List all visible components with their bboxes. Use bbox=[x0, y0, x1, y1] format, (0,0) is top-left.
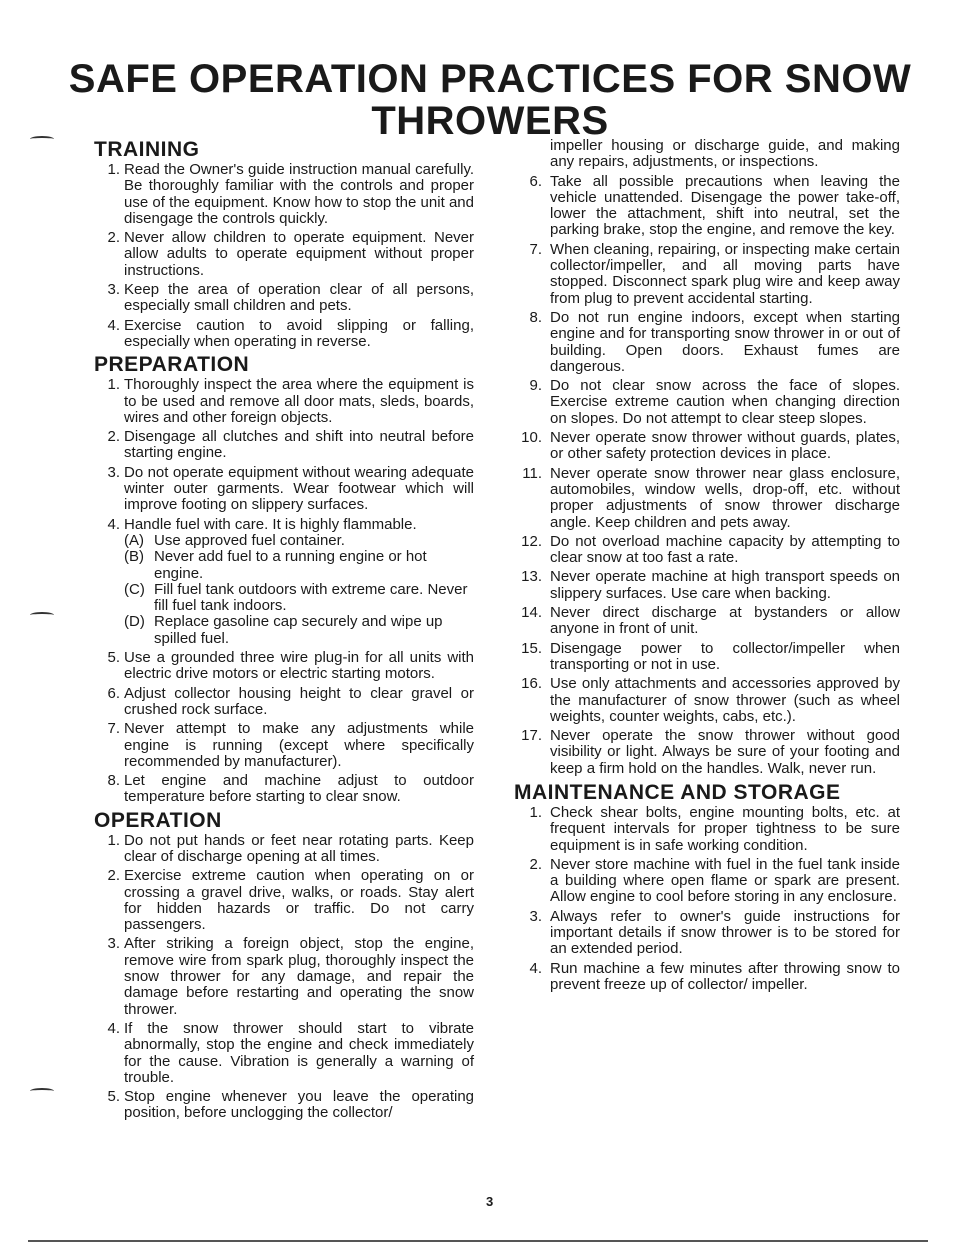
page-number: 3 bbox=[486, 1194, 494, 1209]
training-heading: TRAINING bbox=[94, 138, 200, 161]
fuel-subitem: (B) Never add fuel to a running engine or hot engine. bbox=[124, 548, 427, 582]
operation-item: 2. Exercise extreme caution when operating on or crossing a gravel drive, walks, or roads. Stay alert for hidden hazards or traffic. Do not carry passengers. bbox=[107, 867, 474, 934]
operation-item: 7. When cleaning, repairing, or inspecting make certain collector/impeller, and all moving parts have stopped. Disconnect spark plug wire and keep away from plug to prevent accidental starting. bbox=[529, 240, 900, 307]
fuel-subitem: (C) Fill fuel tank outdoors with extreme care. Never fill fuel tank indoors. bbox=[124, 580, 468, 615]
operation-item: 4. If the snow thrower should start to vibrate abnormally, stop the engine and check immediately for the cause. Vibration is generally a warning of trouble. bbox=[107, 1019, 474, 1086]
operation-item: 5. Stop engine whenever you leave the operating position, before unclogging the collector/ bbox=[107, 1088, 474, 1122]
operation-item: 13. Never operate machine at high transport speeds on slippery surfaces. Use care when backing. bbox=[521, 568, 900, 602]
maintenance-item: 2. Never store machine with fuel in the fuel tank inside a building where open flame or spark are present. Allow engine to cool before storing in any enclosure. bbox=[529, 855, 900, 906]
operation-item: 3. After striking a foreign object, stop the engine, remove wire from spark plug, thoroughly inspect the snow thrower for any damage, and repair the damage before restarting and operating the snow thrower. bbox=[107, 935, 474, 1018]
operation-heading: OPERATION bbox=[94, 808, 222, 832]
operation-item: 1. Do not put hands or feet near rotating parts. Keep clear of discharge opening at all times. bbox=[107, 831, 474, 865]
punch-hole-mark bbox=[30, 612, 54, 618]
operation-item: 10. Never operate snow thrower without guards, plates, or other safety protection devices in place. bbox=[521, 429, 900, 463]
preparation-item: 4. Handle fuel with care. It is highly flammable. bbox=[107, 515, 417, 533]
left-column bbox=[96, 138, 474, 1125]
preparation-item: 3. Do not operate equipment without wearing adequate winter outer garments. Wear footwear which will improve footing on slippery surfaces. bbox=[107, 463, 474, 514]
operation-item: 15. Disengage power to collector/impeller when transporting or not in use. bbox=[521, 639, 900, 673]
training-item: 2. Never allow children to operate equipment. Never allow adults to operate equipment without proper instructions. bbox=[107, 229, 474, 279]
preparation-item: 8. Let engine and machine adjust to outdoor temperature before starting to clear snow. bbox=[107, 772, 474, 806]
maintenance-item: 3. Always refer to owner's guide instructions for important details if snow thrower is to be stored for an extended period. bbox=[529, 907, 900, 958]
operation-item-continued: impeller housing or discharge guide, and making any repairs, adjustments, or inspections. bbox=[550, 137, 900, 171]
preparation-item: 5. Use a grounded three wire plug-in for all units with electric drive motors or electric starting motors. bbox=[107, 649, 474, 683]
training-item: 3. Keep the area of operation clear of all persons, especially small children and pets. bbox=[107, 281, 474, 315]
operation-item: 11. Never operate snow thrower near glass enclosure, automobiles, window wells, drop-off, etc. without proper adjustments of snow thrower discharge angle. Keep children and pets away. bbox=[522, 464, 900, 531]
operation-item: 17. Never operate the snow thrower without good visibility or light. Always be sure of your footing and keep a firm hold on the handles. Walk, never run. bbox=[521, 727, 900, 777]
preparation-item: 2. Disengage all clutches and shift into neutral before starting engine. bbox=[107, 428, 474, 462]
preparation-item: 7. Never attempt to make any adjustments while engine is running (except where specifically recommended by manufacturer). bbox=[107, 720, 474, 770]
maintenance-item: 1. Check shear bolts, engine mounting bolts, etc. at frequent intervals for proper tightness to be sure equipment is in safe working condition. bbox=[529, 803, 900, 854]
bottom-rule bbox=[28, 1240, 928, 1242]
operation-item: 9. Do not clear snow across the face of slopes. Exercise extreme caution when changing direction on slopes. Do not attempt to clear steep slopes. bbox=[529, 377, 900, 427]
operation-item: 12. Do not overload machine capacity by attempting to clear snow at too fast a rate. bbox=[521, 532, 900, 567]
training-item: 1. Read the Owner's guide instruction manual carefully. Be thoroughly familiar with the controls and proper use of the equipment. Know how to stop the unit and disengage the controls quickly. bbox=[107, 161, 474, 227]
maintenance-heading: MAINTENANCE AND STORAGE bbox=[514, 780, 841, 804]
operation-item: 6. Take all possible precautions when leaving the vehicle unattended. Disengage the power take-off, lower the attachment, shift into neutral, set the parking brake, stop the engine, and remove the key. bbox=[529, 172, 900, 239]
punch-hole-mark bbox=[30, 136, 54, 142]
fuel-subitem: (A) Use approved fuel container. bbox=[124, 531, 345, 549]
right-column bbox=[516, 138, 900, 996]
preparation-item: 6. Adjust collector housing height to clear gravel or crushed rock surface. bbox=[107, 684, 474, 718]
preparation-heading: PREPARATION bbox=[94, 353, 250, 377]
maintenance-item: 4. Run machine a few minutes after throwing snow to prevent freeze up of collector/ impeller. bbox=[529, 959, 900, 993]
operation-item: 16. Use only attachments and accessories approved by the manufacturer of snow thrower (such as wheel weights, counter weights, cabs, etc.). bbox=[521, 675, 900, 725]
preparation-item: 1. Thoroughly inspect the area where the equipment is to be used and remove all door mats, sleds, boards, wires and other foreign objects. bbox=[107, 376, 474, 426]
page-title: SAFE OPERATION PRACTICES FOR SNOW THROWERS bbox=[68, 57, 912, 143]
training-item: 4. Exercise caution to avoid slipping or falling, especially when operating in reverse. bbox=[107, 316, 474, 350]
operation-item: 14. Never direct discharge at bystanders or allow anyone in front of unit. bbox=[521, 604, 900, 638]
punch-hole-mark bbox=[30, 1088, 54, 1094]
fuel-subitem: (D) Replace gasoline cap securely and wipe up spilled fuel. bbox=[124, 613, 443, 647]
operation-item: 8. Do not run engine indoors, except when starting engine and for transporting snow thrower in or out of building. Open doors. Exhaust fumes are dangerous. bbox=[529, 308, 900, 375]
